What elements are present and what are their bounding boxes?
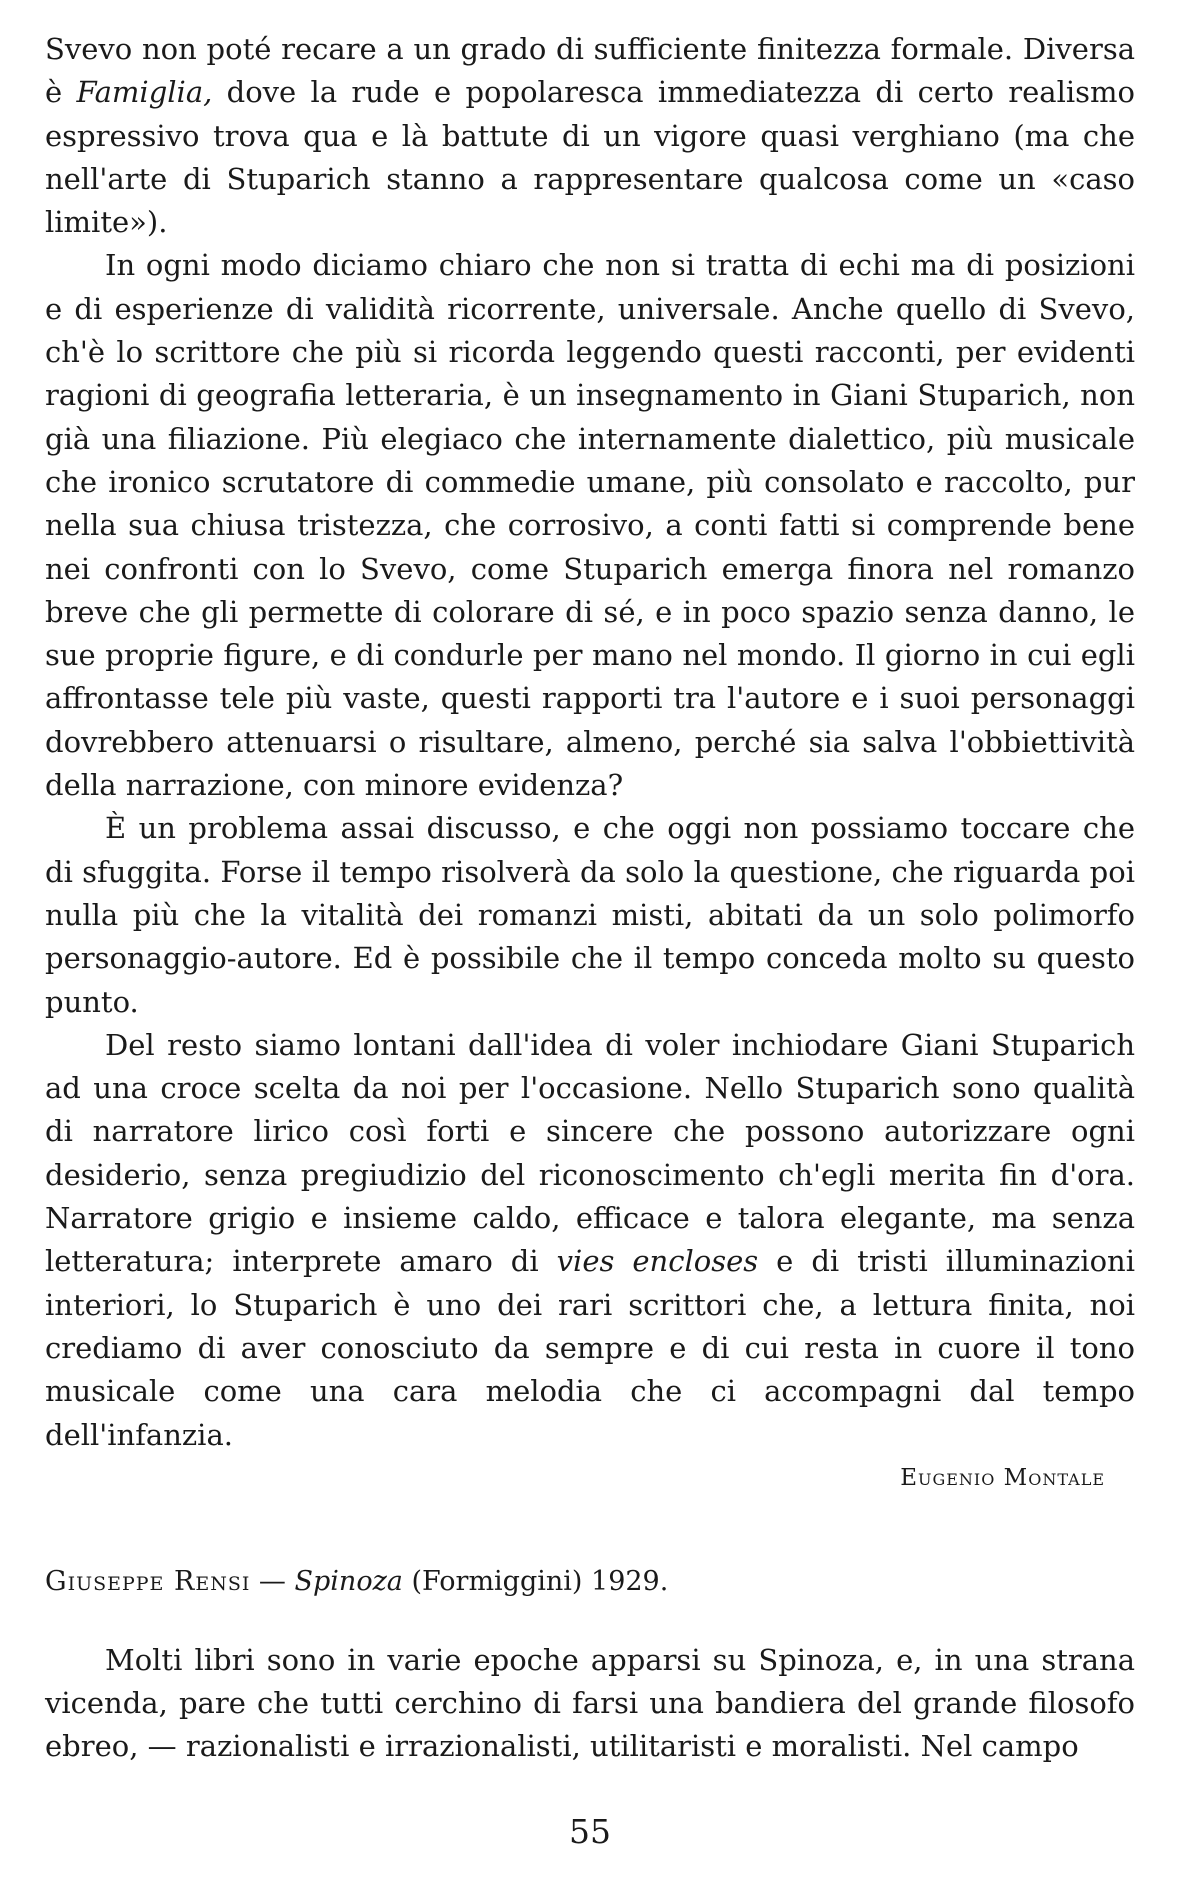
paragraph-4-text-a: Del resto siamo lontani dall'idea di voler inchiodare Giani Stuparich ad una croce scelta da noi per l'occasione. Nello Stuparich sono qualità di narratore lirico così forti e sincere che possono autorizzare ogni desiderio, senza pregiudizio del riconoscimento ch'egli merita fin d'ora. Narratore grigio e insieme caldo, efficace e talora elegante, ma senza letteratura; interprete amaro di	[45, 1027, 1135, 1279]
page-body	[45, 28, 1135, 1769]
paragraph-2: In ogni modo diciamo chiaro che non si tratta di echi ma di posizioni e di esperienze di validità ricorrente, universale. Anche quello di Svevo, ch'è lo scrittore che più si ricorda leggendo questi racconti, per evidenti ragioni di geografia letteraria, è un insegnamento in Giani Stuparich, non già una filiazione. Più elegiaco che internamente dialettico, più musicale che ironico scrutatore di commedie umane, più consolato e raccolto, pur nella sua chiusa tristezza, che corrosivo, a conti fatti si comprende bene nei confronti con lo Svevo, come Stuparich emerga finora nel romanzo breve che gli permette di colorare di sé, e in poco spazio senza danno, le sue proprie figure, e di condurle per mano nel mondo. Il giorno in cui egli affrontasse tele più vaste, questi rapporti tra l'autore e i suoi personaggi dovrebbero attenuarsi o risultare, almeno, perché sia salva l'obbiettività della narrazione, con minore evidenza?	[45, 248, 1135, 803]
review-paragraph-1: Molti libri sono in varie epoche apparsi su Spinoza, e, in una strana vicenda, pare che tutti cerchino di farsi una bandiera del grande filosofo ebreo, — razionalisti e irrazionalisti, utilitaristi e moralisti. Nel campo	[45, 1642, 1135, 1764]
page-number: 55	[569, 1812, 611, 1851]
paragraph-1	[45, 28, 1135, 244]
review-book-title: Spinoza	[294, 1565, 403, 1597]
paragraph-4	[45, 1024, 1135, 1457]
review-heading	[45, 1560, 1135, 1603]
paragraph-1-text-c: dove la rude e popolaresca immediatezza di certo realismo espressivo trova qua e là battute di un vigore quasi verghiano (ma che nell'arte di Stuparich stanno a rappresentare qualcosa come un «caso limite»).	[45, 75, 1135, 240]
review-author: Giuseppe Rensi	[45, 1565, 251, 1597]
book-title-famiglia: Famiglia,	[76, 75, 213, 110]
author-signature	[45, 1457, 1135, 1500]
paragraph-3: È un problema assai discusso, e che oggi non possiamo toccare che di sfuggita. Forse il tempo risolverà da solo la questione, che riguarda poi nulla più che la vitalità dei romanzi misti, abitati da un solo polimorfo personaggio-autore. Ed è possibile che il tempo conceda molto su questo punto.	[45, 811, 1135, 1019]
review-publisher: (Formiggini) 1929.	[402, 1565, 669, 1597]
signature-name: Eugenio Montale	[900, 1464, 1105, 1491]
paragraph-4-text-c: e di tristi illuminazioni interiori, lo Stuparich è uno dei rari scrittori che, a lettura finita, noi crediamo di aver conosciuto da sempre e di cui resta in cuore il tono musicale come una cara melodia che ci accompagni dal tempo dell'infanzia.	[45, 1244, 1135, 1452]
phrase-vies-encloses: vies encloses	[556, 1244, 759, 1279]
review-dash: —	[250, 1565, 295, 1597]
paragraph-1-text-a: Svevo non poté recare a un grado di sufficiente finitezza formale. Diversa è	[45, 32, 1135, 110]
